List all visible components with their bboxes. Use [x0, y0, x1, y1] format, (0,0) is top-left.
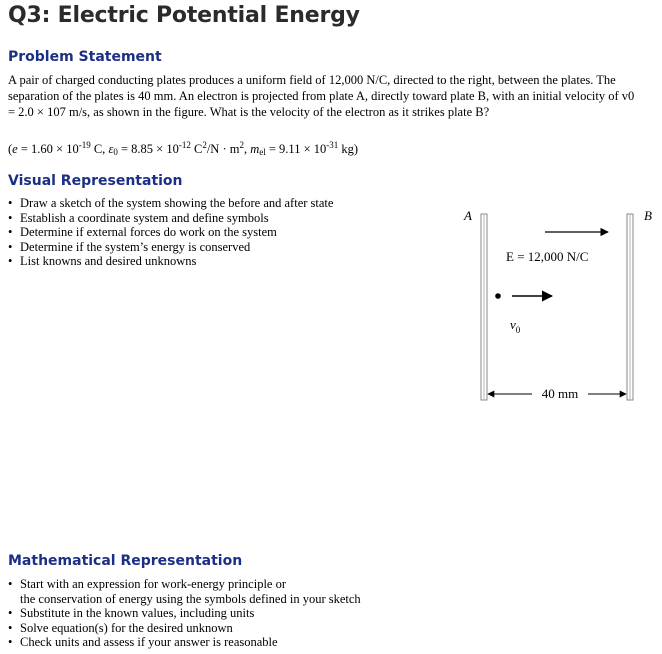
problem-statement-body: A pair of charged conducting plates produces a uniform field of 12,000 N/C, directed to the right, between the plates. The separation of the plates is 40 mm. An electron is projected from plate A, directly toward plate B, with an initial velocity of v0 = 2.0 × 107 m/s, as shown in the figure. What is the velocity of the electron as it strikes plate B? — [8, 73, 635, 119]
math-bullet-expression-line2: the conservation of energy using the symbols defined in your sketch — [20, 591, 361, 606]
math-bullet-check: • Check units and assess if your answer is reasonable — [8, 635, 361, 650]
constant-epsilon-value: = 8.85 × 10 — [117, 142, 179, 156]
constant-e-value: = 1.60 × 10 — [17, 142, 79, 156]
constant-epsilon-unit-exponent-2: 2 — [239, 140, 244, 150]
math-bullet-substitute: • Substitute in the known values, including units — [8, 606, 361, 621]
constant-epsilon-unit: C — [190, 142, 203, 156]
math-bullet-expression — [8, 577, 361, 606]
constant-e-exponent: -19 — [78, 140, 91, 150]
visual-bullet-energy-conserved: • Determine if the system’s energy is conserved — [8, 240, 333, 255]
page-title: Q3: Electric Potential Energy — [8, 3, 360, 28]
visual-bullet-sketch: • Draw a sketch of the system showing the before and after state — [8, 196, 333, 211]
constant-mass-subscript: el — [259, 147, 266, 157]
problem-statement-text — [8, 72, 640, 120]
problem-statement-heading: Problem Statement — [8, 49, 162, 65]
field-label: E = 12,000 N/C — [506, 249, 589, 264]
constants-line — [8, 140, 358, 157]
constant-epsilon-unit-exponent: 2 — [202, 140, 207, 150]
constant-e-symbol: e — [12, 142, 18, 156]
visual-bullet-knowns: • List knowns and desired unknowns — [8, 254, 333, 269]
constant-mass-exponent: -31 — [326, 140, 339, 150]
visual-representation-list — [8, 196, 333, 269]
constant-e-unit: C, — [90, 142, 109, 156]
capacitor-plates-figure — [450, 200, 660, 405]
distance-label: 40 mm — [541, 386, 579, 401]
plate-b-label: B — [644, 208, 652, 223]
velocity-label — [510, 317, 521, 335]
math-bullet-expression-line1: Start with an expression for work-energy principle or — [20, 577, 287, 591]
velocity-subscript: 0 — [515, 325, 521, 335]
constants-separator: , — [243, 142, 251, 156]
constant-epsilon-unit-tail: /N · m — [206, 142, 240, 156]
visual-bullet-coordinates: • Establish a coordinate system and define symbols — [8, 211, 333, 226]
mathematical-representation-heading: Mathematical Representation — [8, 553, 243, 569]
constant-epsilon-subscript: 0 — [113, 147, 118, 157]
constant-epsilon-exponent: -12 — [178, 140, 191, 150]
math-bullet-solve: • Solve equation(s) for the desired unknown — [8, 621, 361, 636]
constant-mass-value: = 9.11 × 10 — [265, 142, 327, 156]
visual-representation-heading: Visual Representation — [8, 173, 183, 189]
mathematical-representation-list — [8, 577, 361, 650]
constants-open: ( — [8, 142, 13, 156]
plate-a-label: A — [464, 208, 472, 223]
constant-epsilon-symbol: ε — [108, 142, 114, 156]
electron-dot — [495, 293, 501, 299]
velocity-symbol: v — [510, 317, 516, 332]
constant-mass-tail: kg) — [338, 142, 359, 156]
constant-mass-symbol: m — [250, 142, 260, 156]
visual-bullet-external-forces: • Determine if external forces do work on the system — [8, 225, 333, 240]
